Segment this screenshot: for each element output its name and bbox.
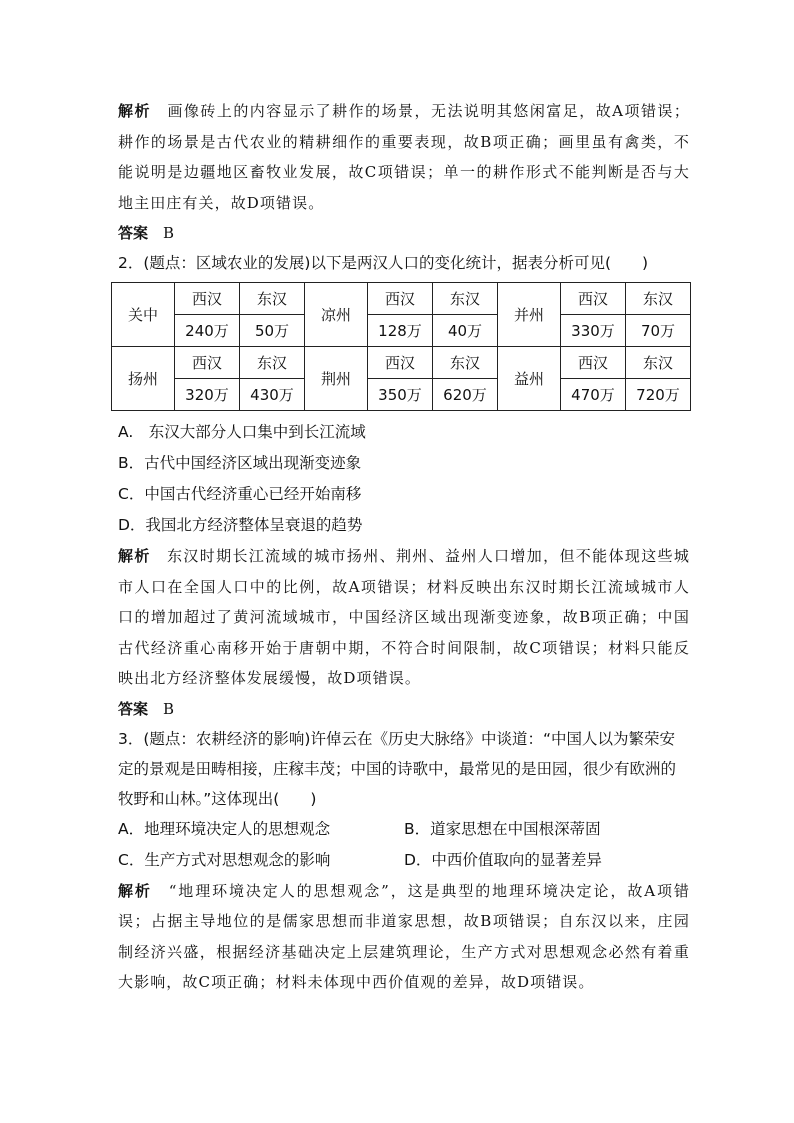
region-cell: 荆州 [305, 347, 368, 411]
analysis-text: “地理环境决定人的思想观念”，这是典型的地理环境决定论，故A项错误；占据主导地位的是儒家思想而非道家思想，故B项错误；自东汉以来，庄园制经济兴盛，根据经济基础决定上层建筑理论，生产方式对思想观念必然有着重大影响，故C项正确；材料未体现中西价值观的差异，故D项错误。 [118, 881, 690, 991]
table-row [112, 347, 691, 379]
east-han-header: 东汉 [240, 283, 305, 315]
west-han-value: 330万 [561, 315, 626, 347]
west-han-value: 350万 [368, 379, 433, 411]
question-3-stem: 3．(题点：农耕经济的影响)许倬云在《历史大脉络》中谈道：“中国人以为繁荣安定的景观是田畴相接，庄稼丰茂；中国的诗歌中，最常见的是田园，很少有欧洲的牧野和山林。”这体现出( ) [118, 729, 677, 808]
answer-value: B [163, 224, 175, 242]
analysis-3 [118, 876, 690, 998]
option-c: C．中国古代经济重心已经开始南移 [118, 485, 362, 503]
west-han-value: 240万 [175, 315, 240, 347]
west-han-value: 128万 [368, 315, 433, 347]
region-cell: 扬州 [112, 347, 175, 411]
east-han-value: 40万 [433, 315, 498, 347]
option-a: A．地理环境决定人的思想观念 [118, 819, 331, 838]
population-table [111, 282, 691, 411]
east-han-value: 430万 [240, 379, 305, 411]
option-b: B．古代中国经济区域出现渐变迹象 [118, 454, 362, 472]
east-han-header: 东汉 [433, 347, 498, 379]
option-d: D．中西价值取向的显著差异 [404, 850, 602, 869]
table-row [112, 283, 691, 315]
west-han-header: 西汉 [175, 283, 240, 315]
east-han-value: 70万 [626, 315, 691, 347]
east-han-header: 东汉 [240, 347, 305, 379]
answer-2 [118, 694, 690, 724]
analysis-label: 解析 [118, 102, 151, 120]
east-han-header: 东汉 [433, 283, 498, 315]
analysis-text: 东汉时期长江流域的城市扬州、荆州、益州人口增加，但不能体现这些城市人口在全国人口中的比例，故A项错误；材料反映出东汉时期长江流域城市人口的增加超过了黄河流域城市，中国经济区域出现渐变迹象，故B项正确；中国古代经济重心南移开始于唐朝中期，不符合时间限制，故C项错误；材料只能反映出北方经济整体发展缓慢，故D项错误。 [118, 547, 691, 687]
answer-label: 答案 [118, 699, 149, 718]
region-cell: 并州 [498, 283, 561, 347]
analysis-1 [118, 96, 690, 218]
answer-value: B [163, 699, 175, 718]
document-page [118, 96, 690, 998]
table-row [112, 379, 691, 411]
analysis-2 [118, 541, 690, 694]
answer-label: 答案 [118, 224, 149, 242]
region-cell: 凉州 [305, 283, 368, 347]
west-han-header: 西汉 [175, 347, 240, 379]
options-row [118, 814, 690, 845]
west-han-header: 西汉 [368, 347, 433, 379]
analysis-label: 解析 [118, 547, 151, 565]
west-han-header: 西汉 [368, 283, 433, 315]
east-han-value: 720万 [626, 379, 691, 411]
options-row [118, 845, 690, 876]
east-han-value: 50万 [240, 315, 305, 347]
option-d: D．我国北方经济整体呈衰退的趋势 [118, 516, 363, 534]
east-han-header: 东汉 [626, 283, 691, 315]
option-b: B．道家思想在中国根深蒂固 [404, 819, 601, 838]
region-cell: 益州 [498, 347, 561, 411]
table-row [112, 315, 691, 347]
analysis-label: 解析 [118, 881, 152, 900]
west-han-value: 320万 [175, 379, 240, 411]
east-han-header: 东汉 [626, 347, 691, 379]
question-2-stem: 2．(题点：区域农业的发展)以下是两汉人口的变化统计，据表分析可见( ) [118, 254, 649, 272]
east-han-value: 620万 [433, 379, 498, 411]
analysis-text: 画像砖上的内容显示了耕作的场景，无法说明其悠闲富足，故A项错误；耕作的场景是古代农业的精耕细作的重要表现，故B项正确；画里虽有禽类，不能说明是边疆地区畜牧业发展，故C项错误；单一的耕作形式不能判断是否与大地主田庄有关，故D项错误。 [118, 102, 690, 212]
answer-1 [118, 218, 690, 248]
west-han-header: 西汉 [561, 347, 626, 379]
west-han-header: 西汉 [561, 283, 626, 315]
option-c: C．生产方式对思想观念的影响 [118, 850, 331, 869]
west-han-value: 470万 [561, 379, 626, 411]
region-cell: 关中 [112, 283, 175, 347]
option-a: A. 东汉大部分人口集中到长江流域 [118, 423, 366, 441]
